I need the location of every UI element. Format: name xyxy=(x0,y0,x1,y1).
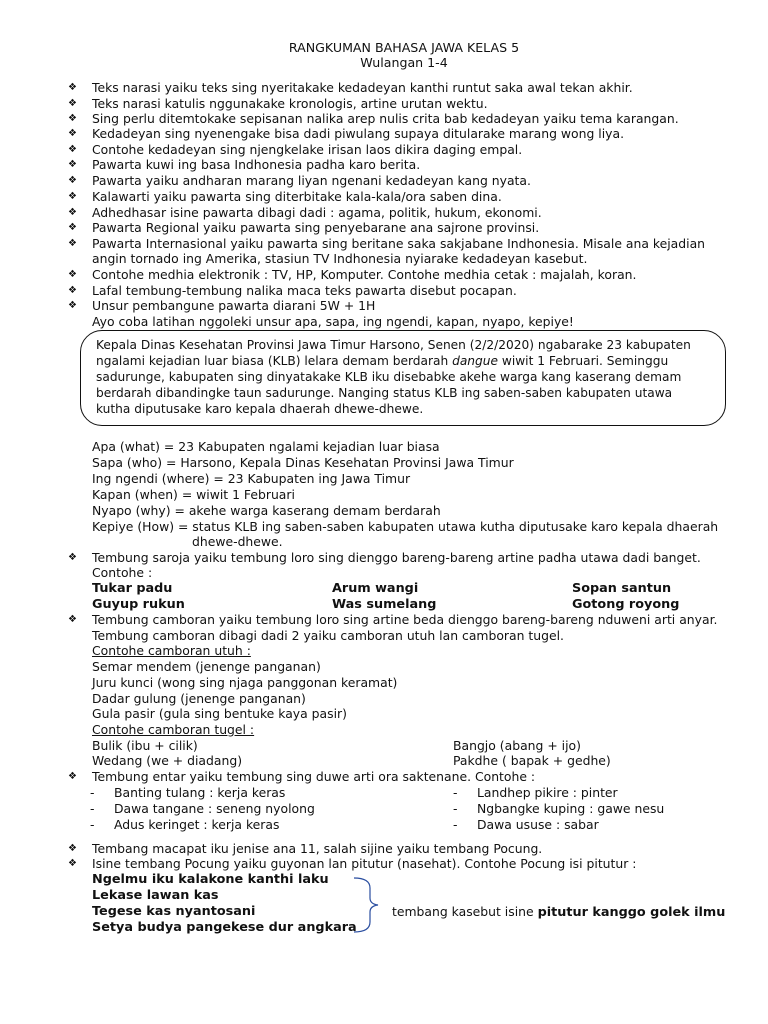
bullet-icon: ❖ xyxy=(68,82,77,93)
bullet-icon: ❖ xyxy=(68,238,77,249)
bullet-icon: ❖ xyxy=(68,552,77,563)
news-line: kutha diputusake karo kepala dhaerah dhewe-dhewe. xyxy=(96,402,424,416)
list-item: Lafal tembung-tembung nalika maca teks pawarta disebut pocapan. xyxy=(92,283,517,298)
bullet-icon: ❖ xyxy=(68,771,77,782)
bullet-icon: ❖ xyxy=(68,285,77,296)
pocung-definition: Isine tembang Pocung yaiku guyonan lan pitutur (nasehat). Contohe Pocung isi pitutur : xyxy=(92,856,637,871)
bullet-icon: ❖ xyxy=(68,858,77,869)
dash-marker: - xyxy=(453,817,458,832)
answer-line: dhewe-dhewe. xyxy=(192,534,283,549)
bullet-icon: ❖ xyxy=(68,98,77,109)
news-line: Kepala Dinas Kesehatan Provinsi Jawa Timur Harsono, Senen (2/2/2020) ngabarake 23 kabupaten xyxy=(96,338,691,352)
camboran-tugel-label: Contohe camboran tugel : xyxy=(92,722,255,737)
pocung-verse: Lekase lawan kas xyxy=(92,888,219,903)
saroja-example: Sopan santun xyxy=(572,581,672,596)
macapat-definition: Tembang macapat iku jenise ana 11, salah sijine yaiku tembang Pocung. xyxy=(92,841,543,856)
list-item: Adhedhasar isine pawarta dibagi dadi : agama, politik, hukum, ekonomi. xyxy=(92,205,542,220)
list-item: Pawarta Regional yaiku pawarta sing penyebarane ana sajrone provinsi. xyxy=(92,220,540,235)
bullet-icon: ❖ xyxy=(68,113,77,124)
saroja-example: Tukar padu xyxy=(92,581,173,596)
dash-marker: - xyxy=(453,801,458,816)
entar-example: Dawa ususe : sabar xyxy=(477,817,599,832)
entar-example: Ngbangke kuping : gawe nesu xyxy=(477,801,665,816)
list-item: Kedadeyan sing nyenengake bisa dadi piwulang supaya ditularake marang wong liya. xyxy=(92,126,625,141)
pocung-verse: Setya budya pangekese dur angkara xyxy=(92,920,357,935)
saroja-example: Arum wangi xyxy=(332,581,419,596)
answer-line: Sapa (who) = Harsono, Kepala Dinas Kesehatan Provinsi Jawa Timur xyxy=(92,455,514,470)
news-line: berdarah dibandingke taun sadurunge. Nanging status KLB ing saben-saben kabupaten utawa xyxy=(96,386,673,400)
bullet-icon: ❖ xyxy=(68,269,77,280)
camboran-utuh-item: Dadar gulung (jenenge panganan) xyxy=(92,691,306,706)
list-item: Teks narasi katulis nggunakake kronologis, artine urutan wektu. xyxy=(92,96,488,111)
news-line-text: wiwit 1 Februari. Seminggu xyxy=(497,354,669,368)
bullet-icon: ❖ xyxy=(68,128,77,139)
list-item: Teks narasi yaiku teks sing nyeritakake kedadeyan kanthi runtut saka awal tekan akhir. xyxy=(92,80,633,95)
news-line xyxy=(96,353,668,369)
list-item: Sing perlu ditemtokake sepisanan nalika arep nulis crita bab kedadeyan yaiku tema karangan. xyxy=(92,111,679,126)
dash-marker: - xyxy=(90,817,95,832)
saroja-definition: Tembung saroja yaiku tembung loro sing dienggo bareng-bareng artine padha utawa dadi banget. xyxy=(92,550,701,565)
camboran-utuh-label: Contohe camboran utuh : xyxy=(92,643,251,658)
pocung-verse: Ngelmu iku kalakone kanthi laku xyxy=(92,872,329,887)
saroja-example: Guyup rukun xyxy=(92,597,185,612)
list-item-continuation: angin tornado ing Amerika, stasiun TV Indhonesia nyiarake kedadeyan kasebut. xyxy=(92,251,588,266)
entar-example: Landhep pikire : pinter xyxy=(477,785,618,800)
bullet-icon: ❖ xyxy=(68,300,77,311)
pocung-note-text: tembang kasebut isine xyxy=(392,904,538,919)
answer-line: Apa (what) = 23 Kabupaten ngalami kejadian luar biasa xyxy=(92,439,440,454)
entar-example: Banting tulang : kerja keras xyxy=(114,785,286,800)
pocung-verse: Tegese kas nyantosani xyxy=(92,904,256,919)
camboran-utuh-item: Juru kunci (wong sing njaga panggonan keramat) xyxy=(92,675,398,690)
list-item: Unsur pembangune pawarta diarani 5W + 1H xyxy=(92,298,376,313)
camboran-utuh-item: Gula pasir (gula sing bentuke kaya pasir) xyxy=(92,706,347,721)
document-subtitle: Wulangan 1-4 xyxy=(360,55,448,70)
dash-marker: - xyxy=(90,785,95,800)
list-item: Kalawarti yaiku pawarta sing diterbitake kala-kala/ora saben dina. xyxy=(92,189,502,204)
bullet-icon: ❖ xyxy=(68,144,77,155)
pocung-note xyxy=(392,904,725,921)
bullet-icon: ❖ xyxy=(68,614,77,625)
camboran-types: Tembung camboran dibagi dadi 2 yaiku camboran utuh lan camboran tugel. xyxy=(92,628,564,643)
camboran-definition: Tembung camboran yaiku tembung loro sing artine beda dienggo bareng-bareng nduweni arti anyar. xyxy=(92,612,718,627)
bullet-icon: ❖ xyxy=(68,207,77,218)
camboran-utuh-item: Semar mendem (jenenge panganan) xyxy=(92,659,321,674)
saroja-example: Gotong royong xyxy=(572,597,680,612)
camboran-tugel-item: Wedang (we + diadang) xyxy=(92,753,243,768)
news-line: sadurunge, kabupaten sing dinyatakake KLB iku disebabke akehe warga kang kaserang demam xyxy=(96,370,682,384)
answer-line: Kepiye (How) = status KLB ing saben-saben kabupaten utawa kutha diputusake karo kepala dhaerah xyxy=(92,519,719,534)
pocung-note-bold: pitutur kanggo golek ilmu xyxy=(537,905,726,920)
saroja-contohe: Contohe : xyxy=(92,565,153,580)
dash-marker: - xyxy=(90,801,95,816)
camboran-tugel-item: Pakdhe ( bapak + gedhe) xyxy=(453,753,611,768)
camboran-tugel-item: Bulik (ibu + cilik) xyxy=(92,738,198,753)
camboran-tugel-item: Bangjo (abang + ijo) xyxy=(453,738,581,753)
list-item: Pawarta kuwi ing basa Indhonesia padha karo berita. xyxy=(92,157,421,172)
list-item: Pawarta yaiku andharan marang liyan ngenani kedadeyan kang nyata. xyxy=(92,173,531,188)
answer-line: Kapan (when) = wiwit 1 Februari xyxy=(92,487,295,502)
bullet-icon: ❖ xyxy=(68,843,77,854)
news-line-text: ngalami kejadian luar biasa (KLB) lelara demam berdarah xyxy=(96,354,453,368)
bullet-icon: ❖ xyxy=(68,159,77,170)
bullet-icon: ❖ xyxy=(68,222,77,233)
entar-definition: Tembung entar yaiku tembung sing duwe arti ora saktenane. Contohe : xyxy=(92,769,536,784)
bullet-icon: ❖ xyxy=(68,175,77,186)
list-item: Contohe medhia elektronik : TV, HP, Komputer. Contohe medhia cetak : majalah, koran. xyxy=(92,267,637,282)
news-italic-word: dangue xyxy=(452,354,498,368)
curly-brace-icon xyxy=(352,876,392,936)
entar-example: Adus keringet : kerja keras xyxy=(114,817,280,832)
answer-line: Nyapo (why) = akehe warga kaserang demam berdarah xyxy=(92,503,441,518)
document-title: RANGKUMAN BAHASA JAWA KELAS 5 xyxy=(288,40,520,55)
list-item: Contohe kedadeyan sing njengkelake irisan laos dikira daging empal. xyxy=(92,142,523,157)
answer-line: Ing ngendi (where) = 23 Kabupaten ing Jawa Timur xyxy=(92,471,411,486)
bullet-icon: ❖ xyxy=(68,191,77,202)
dash-marker: - xyxy=(453,785,458,800)
saroja-example: Was sumelang xyxy=(332,597,437,612)
entar-example: Dawa tangane : seneng nyolong xyxy=(114,801,315,816)
list-item: Pawarta Internasional yaiku pawarta sing beritane saka sakjabane Indhonesia. Misale ana kejadian xyxy=(92,236,706,251)
list-item-continuation: Ayo coba latihan nggoleki unsur apa, sapa, ing ngendi, kapan, nyapo, kepiye! xyxy=(92,314,574,329)
